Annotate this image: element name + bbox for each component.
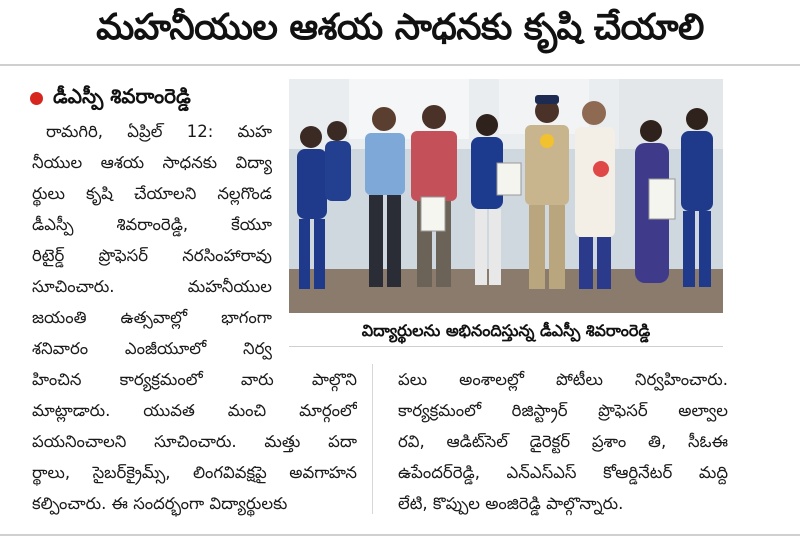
body-line: పయనించాలని సూచించారు. మత్తు పదా <box>32 432 357 451</box>
body-line: జయంతి ఉత్సవాల్లో భాగంగా <box>32 308 272 327</box>
article-byline <box>30 84 191 113</box>
article-right-column <box>398 364 728 519</box>
body-line: పలు అంశాలల్లో పోటీలు నిర్వహించారు. <box>398 370 728 389</box>
bottom-divider <box>0 534 800 536</box>
news-photo <box>289 79 723 313</box>
article-left-column <box>32 116 272 364</box>
body-line: ర్థులు కృషి చేయాలని నల్లగొండ <box>32 184 272 203</box>
body-line: రిటైర్డ్ ప్రొఫెసర్ నరసింహారావు <box>32 246 272 265</box>
body-line: లేటి, కొప్పుల అంజిరెడ్డి పాల్గొన్నారు. <box>398 494 624 513</box>
body-line: రామగిరి, ఏప్రిల్ 12: మహ <box>46 122 272 141</box>
body-line: ర్థాలు, సైబర్‌క్రైమ్స్, లింగవివక్షపై అవగాహన <box>32 463 357 482</box>
body-line: హించిన కార్యక్రమంలో వారు పాల్గొని <box>32 370 357 389</box>
body-line: మాట్లాడారు. యువత మంచి మార్గంలో <box>32 401 357 420</box>
byline-bullet-icon <box>30 92 43 105</box>
body-line: నీయుల ఆశయ సాధనకు విద్యా <box>32 153 272 172</box>
column-divider <box>372 364 373 514</box>
article-headline: మహనీయుల ఆశయ సాధనకు కృషి చేయాలి <box>0 0 800 66</box>
body-line: రవి, ఆడిట్‌సెల్ డైరెక్టర్ ప్రశాం తి, సీఓఈ <box>398 432 728 451</box>
body-line: సూచించారు. మహనీయుల <box>32 277 272 296</box>
article-bottom-left-column <box>32 364 357 519</box>
body-line: కార్యక్రమంలో రిజిస్ట్రార్ ప్రొఫెసర్ అల్వాల <box>398 401 728 420</box>
body-line: శనివారం ఎంజీయూలో నిర్వ <box>32 339 272 358</box>
photo-caption: విద్యార్థులను అభినందిస్తున్న డీఎస్పీ శివరాంరెడ్డి <box>289 318 723 347</box>
body-line: ఉపేందర్‌రెడ్డి, ఎన్‌ఎస్‌ఎస్ కోఆర్డినేటర్ మద్ది <box>398 463 728 482</box>
body-line: కల్పించారు. ఈ సందర్భంగా విద్యార్థులకు <box>32 494 288 513</box>
body-line: డీఎస్పీ శివరాంరెడ్డి, కేయూ <box>32 215 272 234</box>
byline-text: డీఎస్పీ శివరాంరెడ్డి <box>53 84 191 108</box>
